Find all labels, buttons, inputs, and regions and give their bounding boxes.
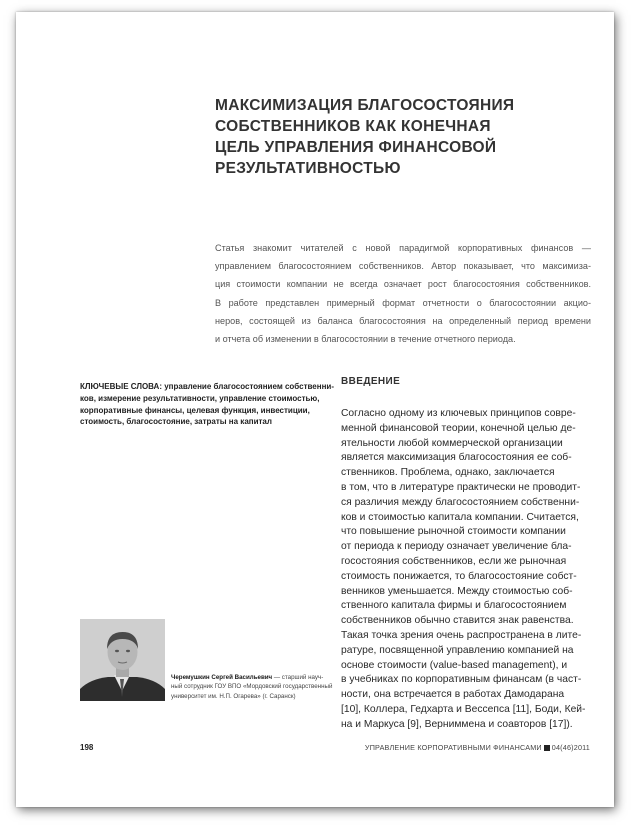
- page-number: 198: [80, 743, 94, 752]
- article-title: [215, 95, 595, 179]
- author-info: [171, 673, 351, 701]
- body-line: является максимизация благосостояния ее соб-: [341, 452, 572, 464]
- keywords-line: КЛЮЧЕВЫЕ СЛОВА: управление благосостоянием собственни-: [80, 382, 335, 391]
- body-line: ся различия между благосостоянием собственни-: [341, 496, 580, 508]
- keywords-line: ков, измерение результативности, управление стоимостью,: [80, 393, 320, 403]
- abstract-line: и отчета об изменении в благосостоянии в течение отчетного периода.: [215, 334, 516, 345]
- body-line: на и Маркуса [9], Верниммена и соавторов [17]).: [341, 718, 573, 730]
- square-bullet-icon: [544, 745, 550, 751]
- title-line: СОБСТВЕННИКОВ КАК КОНЕЧНАЯ: [215, 118, 491, 135]
- running-footer: [365, 743, 590, 752]
- abstract-line: неров, состоящей из баланса благосостояния на определенный период времени: [215, 315, 591, 326]
- journal-name: УПРАВЛЕНИЕ КОРПОРАТИВНЫМИ ФИНАНСАМИ: [364, 743, 542, 752]
- issue-number: 04(46)2011: [551, 743, 590, 752]
- author-name: Черемушкин Сергей Васильевич: [171, 674, 273, 681]
- body-line: в учебниках по корпоративным финансам (в част-: [341, 674, 582, 686]
- body-line: собственников обычно ставится знак равенства.: [341, 615, 574, 627]
- keywords-line: корпоративные финансы, целевая функция, инвестиции,: [80, 405, 310, 415]
- intro-body: [341, 407, 591, 733]
- body-line: Такая точка зрения очень распространена в лите-: [341, 629, 582, 641]
- abstract-line: В работе представлен примерный формат отчетности о благосостоянии акцио-: [215, 297, 591, 308]
- body-line: стоимость понижается, то благосостояние собст-: [341, 570, 577, 582]
- body-line: ственников. Проблема, однако, заключается: [341, 467, 555, 479]
- journal-page: [16, 12, 614, 807]
- author-photo: [80, 619, 165, 701]
- abstract-line: управлением благосостоянием собственников. Автор показывает, что максимиза-: [215, 261, 591, 272]
- author-line: ный сотрудник ГОУ ВПО «Мордовский государственный: [171, 683, 333, 691]
- body-line: госостояния собственников, если же рыночная: [341, 555, 567, 567]
- body-line: ственного капитала фирмы и благосостоянием: [341, 600, 567, 612]
- keywords-line: стоимость, благосостояние, затраты на капитал: [80, 417, 272, 427]
- author-line: [171, 673, 351, 682]
- body-line: ятельности любой коммерческой организации: [341, 437, 563, 449]
- author-portrait-image: [80, 619, 165, 701]
- abstract-line: Статья знакомит читателей с новой парадигмой корпоративных финансов —: [215, 243, 591, 253]
- keywords-block: [80, 381, 335, 428]
- body-line: ности, она встречается в работах Дамодарана: [341, 689, 565, 701]
- body-line: в том, что в литературе практически не проводит-: [341, 481, 581, 493]
- body-line: основе стоимости (value-based management), и: [341, 659, 568, 671]
- body-line: ратуре, посвященной управлению компанией на: [341, 644, 574, 656]
- section-heading-intro: ВВЕДЕНИЕ: [341, 376, 401, 387]
- body-line: ков и стоимостью капитала компании. Считается,: [341, 511, 579, 523]
- body-line: [10], Коллера, Гедхарта и Вессепса [11], Боди, Кей-: [341, 703, 586, 715]
- body-line: от периода к периоду означает увеличение бла-: [341, 541, 572, 553]
- body-line: Согласно одному из ключевых принципов совре-: [341, 408, 576, 419]
- author-role: — старший науч-: [272, 674, 324, 681]
- title-line: ЦЕЛЬ УПРАВЛЕНИЯ ФИНАНСОВОЙ: [215, 139, 497, 156]
- author-line: университет им. Н.П. Огарева» (г. Саранск): [171, 692, 296, 700]
- body-line: венников уменьшается. Между стоимостью соб-: [341, 585, 573, 597]
- body-line: что повышение рыночной стоимости компании: [341, 526, 566, 538]
- abstract-line: ция стоимости компании не всегда означает рост благосостояния собственников.: [215, 279, 591, 290]
- title-line: РЕЗУЛЬТАТИВНОСТЬЮ: [215, 160, 401, 177]
- article-abstract: [215, 239, 591, 348]
- body-line: менной финансовой теории, конечной целью де-: [341, 422, 576, 434]
- title-line: МАКСИМИЗАЦИЯ БЛАГОСОСТОЯНИЯ: [215, 97, 515, 114]
